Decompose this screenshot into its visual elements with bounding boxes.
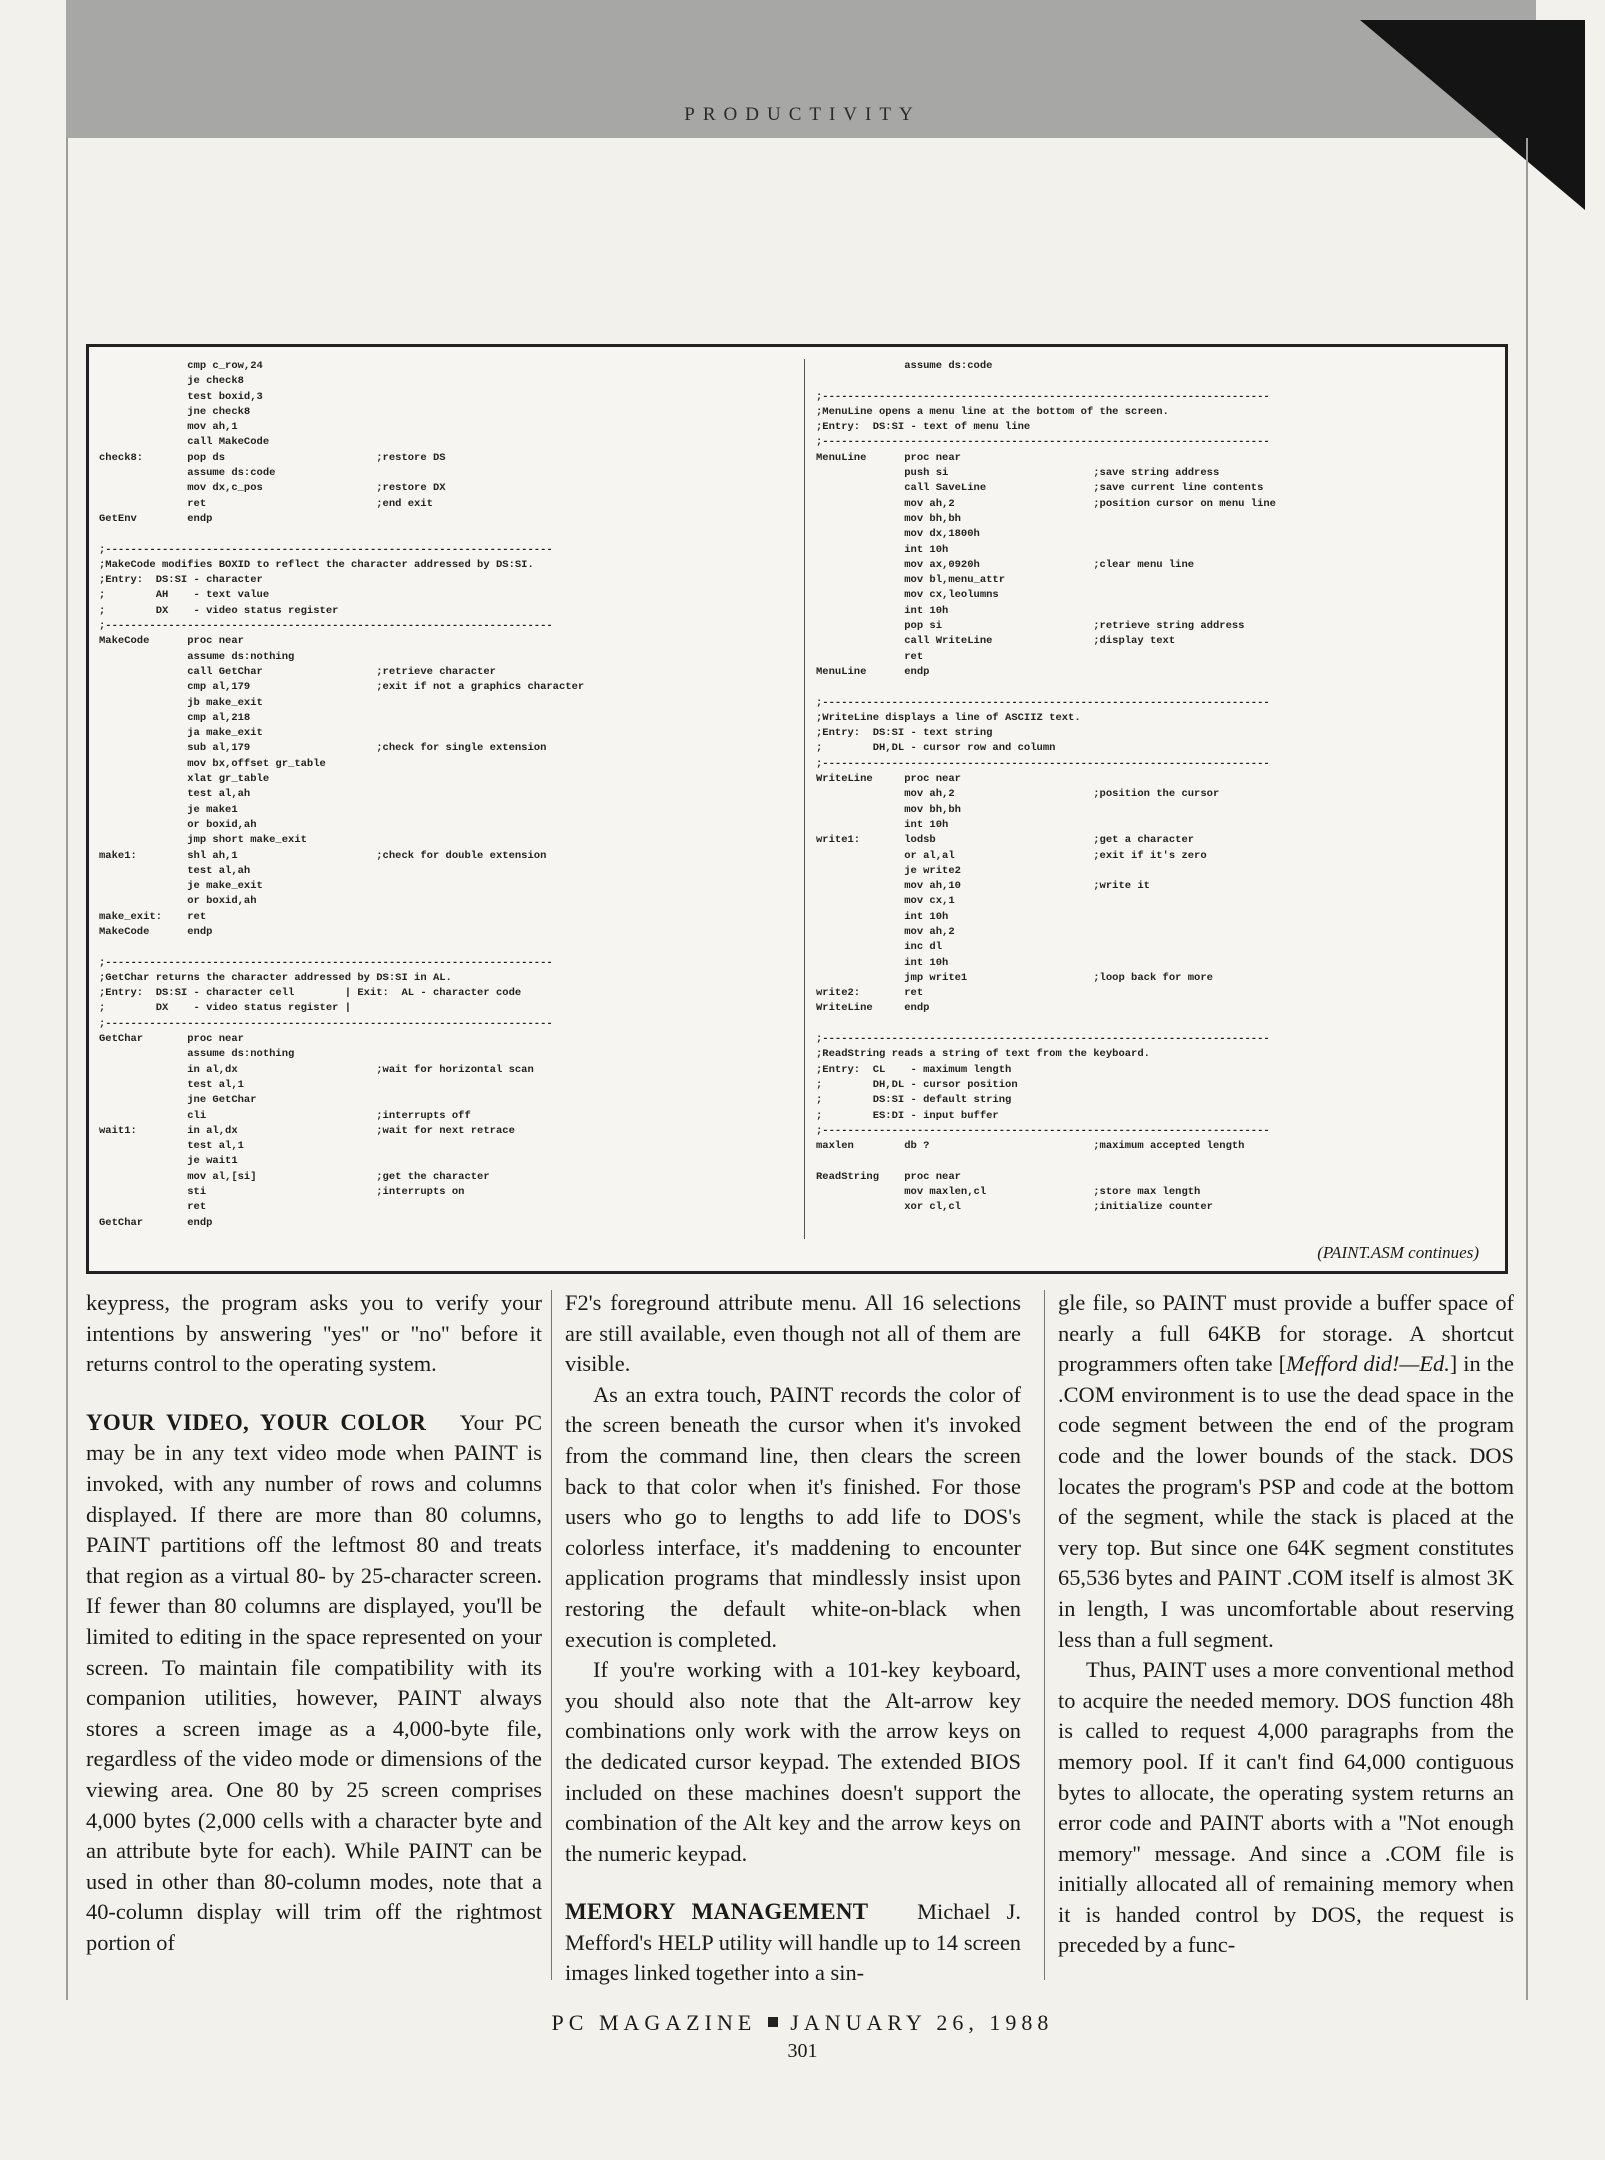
article-column-2: [565, 1288, 1021, 1989]
paragraph-text: Your PC may be in any text video mode when PAINT is invoked, with any number of rows and columns displayed. If there are more than 80 columns, PAINT partitions off the leftmost 80 and treats that region as a virtual 80- by 25-character screen. If fewer than 80 columns are displayed, you'll be limited to editing in the space represented on your screen. To maintain file compatibility with its companion utilities, however, PAINT always stores a screen image as a 4,000-byte file, regardless of the video mode or dimensions of the viewing area. One 80 by 25 screen comprises 4,000 bytes (2,000 cells with a character byte and an attribute byte for each). While PAINT can be used in other than 80-column modes, note that a 40-column display will trim off the rightmost portion of: [86, 1409, 543, 1955]
paragraph: Thus, PAINT uses a more conventional method to acquire the needed memory. DOS function 48h is called to request 4,000 paragraphs from the memory pool. If it can't find 64,000 contiguous bytes to allocate, the operating system returns an error code and PAINT aborts with a ''Not enough memory'' message. And since a .COM file is initially allocated all of remaining memory when it is handed control by DOS, the request is preceded by a func-: [1058, 1657, 1514, 1958]
column-rule: [1044, 1290, 1045, 1980]
issue-date: JANUARY 26, 1988: [790, 2010, 1054, 2035]
listing-divider: [804, 359, 805, 1239]
page-number: 301: [787, 2040, 818, 2062]
paragraph: [86, 1408, 542, 1959]
publication-name: PC MAGAZINE: [551, 2010, 757, 2035]
section-heading: MEMORY MANAGEMENT: [565, 1899, 869, 1925]
listing-continues-note: (PAINT.ASM continues): [1317, 1243, 1479, 1262]
paragraph: [1058, 1288, 1514, 1655]
column-rule: [551, 1290, 552, 1980]
paragraph-text: ] in the .COM environment is to use the dead space in the code segment between the end of the program code and the lower bounds of the stack. DOS locates the program's PSP and code at the bottom of the segment, while the stack is placed at the very top. But since one 64K segment constitutes 65,536 bytes and PAINT .COM itself is almost 3K in length, I was uncomfortable about reserving less than a full segment.: [1058, 1351, 1514, 1652]
paragraph-text: gle file, so PAINT must provide a buffer space of nearly a full 64KB for storage. A shortcut programmers often take [: [1058, 1290, 1514, 1377]
article-column-1: [86, 1288, 542, 1958]
article-column-3: [1058, 1288, 1514, 1961]
section-heading: YOUR VIDEO, YOUR COLOR: [86, 1409, 427, 1435]
paragraph: keypress, the program asks you to verify your intentions by answering ''yes'' or ''no'' before it returns control to the operating system.: [86, 1290, 542, 1377]
page-footer: [0, 2010, 1605, 2036]
paragraph: [565, 1897, 1021, 1989]
code-listing-left: cmp c_row,24 je check8 test boxid,3 jne check8 mov ah,1 call MakeCode check8: pop ds ;restore DS assume ds:code mov dx,c_pos ;restore DX ret ;end exit GetEnv endp ;----------------------------------------------------------------------- ;MakeCode modifies BOXID to reflect the character addressed by DS:SI. ;Entry: DS:SI - character ; AH - text value ; DX - video status register ;----------------------------------------------------------------------- MakeCode proc near assume ds:nothing call GetChar ;retrieve character cmp al,179 ;exit if not a graphics character jb make_exit cmp al,218 ja make_exit sub al,179 ;check for single extension mov bx,offset gr_table xlat gr_table test al,ah je make1 or boxid,ah jmp short make_exit make1: shl ah,1 ;check for double extension test al,ah je make_exit or boxid,ah make_exit: ret MakeCode endp ;----------------------------------------------------------------------- ;GetChar returns the character addressed by DS:SI in AL. ;Entry: DS:SI - character cell | Exit: AL - character code ; DX - video status register | ;----------------------------------------------------------------------- GetChar proc near assume ds:nothing in al,dx ;wait for horizontal scan test al,1 jne GetChar cli ;interrupts off wait1: in al,dx ;wait for next retrace test al,1 je wait1 mov al,[si] ;get the character sti ;interrupts on ret GetChar endp: [99, 360, 585, 1229]
code-listing-right: assume ds:code ;----------------------------------------------------------------------- ;MenuLine opens a menu line at the bottom of the screen. ;Entry: DS:SI - text of menu line ;----------------------------------------------------------------------- MenuLine proc near push si ;save string address call SaveLine ;save current line contents mov ah,2 ;position cursor on menu line mov bh,bh mov dx,1800h int 10h mov ax,0920h ;clear menu line mov bl,menu_attr mov cx,leolumns int 10h pop si ;retrieve string address call WriteLine ;display text ret MenuLine endp ;----------------------------------------------------------------------- ;WriteLine displays a line of ASCIIZ text. ;Entry: DS:SI - text string ; DH,DL - cursor row and column ;----------------------------------------------------------------------- WriteLine proc near mov ah,2 ;position the cursor mov bh,bh int 10h write1: lodsb ;get a character or al,al ;exit if it's zero je write2 mov ah,10 ;write it mov cx,1 int 10h mov ah,2 inc dl int 10h jmp write1 ;loop back for more write2: ret WriteLine endp ;----------------------------------------------------------------------- ;ReadString reads a string of text from the keyboard. ;Entry: CL - maximum length ; DH,DL - cursor position ; DS:SI - default string ; ES:DI - input buffer ;----------------------------------------------------------------------- maxlen db ? ;maximum accepted length ReadString proc near mov maxlen,cl ;store max length xor cl,cl ;initialize counter: [816, 360, 1276, 1214]
paragraph: F2's foreground attribute menu. All 16 selections are still available, even though not all of them are visible.: [565, 1290, 1021, 1377]
section-label: PRODUCTIVITY: [684, 104, 921, 125]
paragraph: If you're working with a 101-key keyboard, you should also note that the Alt-arrow key combinations only work with the arrow keys on the dedicated cursor keypad. The extended BIOS included on these machines doesn't support the combination of the Alt key and the arrow keys on the numeric keypad.: [565, 1657, 1021, 1866]
editor-note: Mefford did!—Ed.: [1286, 1351, 1450, 1377]
code-listing-box: [86, 344, 1508, 1274]
paragraph: As an extra touch, PAINT records the color of the screen beneath the cursor when it's invoked from the command line, then clears the screen back to that color when it's finished. For those users who go to lengths to add life to DOS's colorless interface, it's maddening to encounter application programs that mindlessly insist upon restoring the default white-on-black when execution is completed.: [565, 1381, 1021, 1652]
paragraph-text: Michael J. Mefford's HELP utility will handle up to 14 screen images linked together into a sin-: [565, 1899, 1021, 1986]
footer-separator: [768, 2017, 778, 2027]
